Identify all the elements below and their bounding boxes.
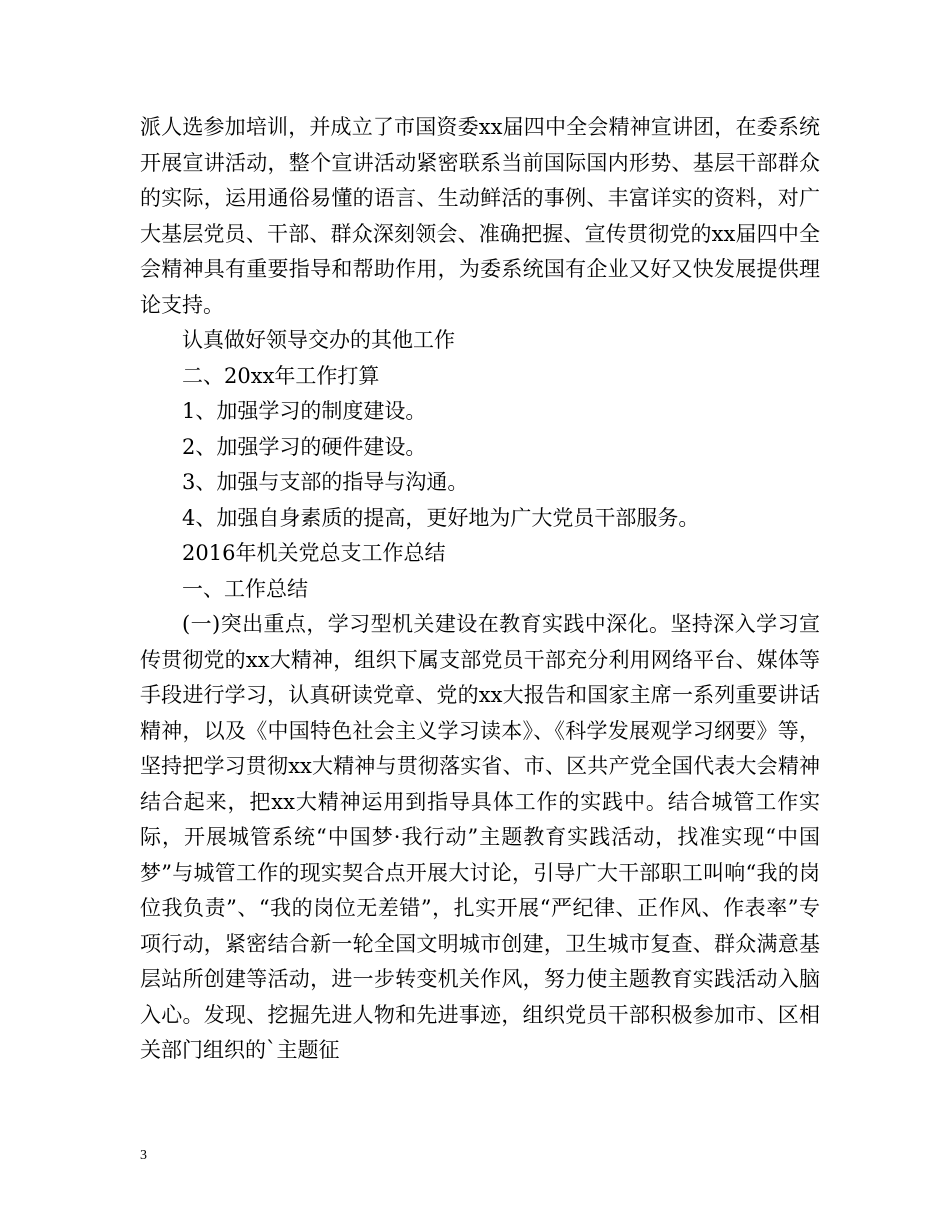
section-heading-work-summary: 一、工作总结 bbox=[182, 576, 308, 601]
paragraph-propaganda-team: 派人选参加培训，并成立了市国资委xx届四中全会精神宣讲团，在委系统开展宣讲活动，整个宣讲活动紧密联系当前国际国内形势、基层干部群众的实际，运用通俗易懂的语言、生动鲜活的事例、丰富详实的资料，对广大基层党员、干部、群众深刻领会、准确把握、宣传贯彻党的xx届四中全会精神具有重要指导和帮助作用，为委系统国有企业又好又快发展提供理论支持。 bbox=[140, 115, 820, 317]
document-page bbox=[140, 110, 820, 1069]
list-item-plan-1: 1、加强学习的制度建设。 bbox=[182, 399, 427, 423]
page-number: 3 bbox=[140, 1148, 147, 1163]
list-item-plan-4: 4、加强自身素质的提高，更好地为广大党员干部服务。 bbox=[182, 505, 700, 530]
document-title-2016-summary: 2016年机关党总支工作总结 bbox=[182, 541, 446, 565]
list-item-plan-3: 3、加强与支部的指导与沟通。 bbox=[182, 470, 469, 494]
paragraph-learning-organization: (一)突出重点，学习型机关建设在教育实践中深化。坚持深入学习宣传贯彻党的xx大精神，组织下属支部党员干部充分利用网络平台、媒体等手段进行学习，认真研读党章、党的xx大报告和国家主席一系列重要讲话精神，以及《中国特色社会主义学习读本》、《科学发展观学习纲要》等，坚持把学习贯彻xx大精神与贯彻落实省、市、区共产党全国代表大会精神结合起来，把xx大精神运用到指导具体工作的实践中。结合城管工作实际，开展城管系统“中国梦·我行动”主题教育实践活动，找准实现“中国梦”与城管工作的现实契合点开展大讨论，引导广大干部职工叫响“我的岗位我负责”、“我的岗位无差错”，扎实开展“严纪律、正作风、作表率”专项行动，紧密结合新一轮全国文明城市创建，卫生城市复查、群众满意基层站所创建等活动，进一步转变机关作风，努力使主题教育实践活动入脑入心。发现、挖掘先进人物和先进事迹，组织党员干部积极参加市、区相关部门组织的`主题征 bbox=[140, 612, 820, 1062]
list-item-plan-2: 2、加强学习的硬件建设。 bbox=[182, 434, 427, 459]
paragraph-other-work: 认真做好领导交办的其他工作 bbox=[182, 328, 455, 352]
section-heading-work-plan: 二、20xx年工作打算 bbox=[182, 363, 380, 388]
